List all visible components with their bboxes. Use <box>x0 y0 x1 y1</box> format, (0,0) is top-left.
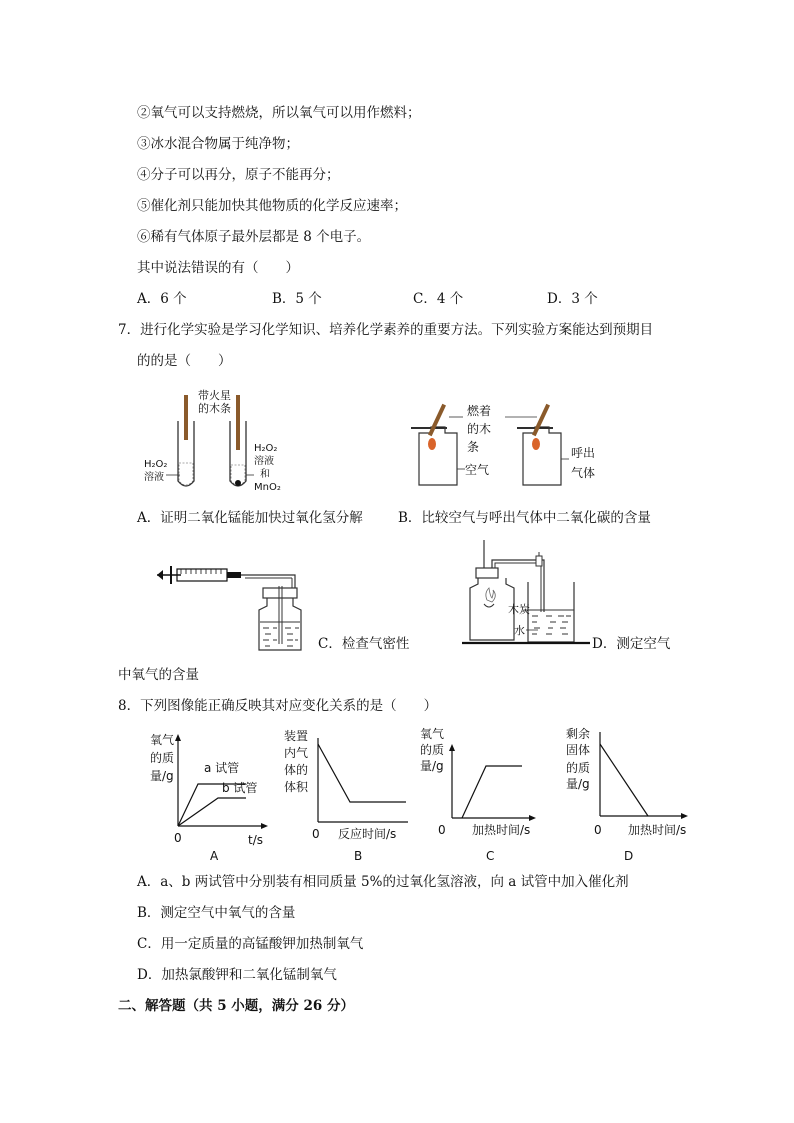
q8-option-d: D．加热氯酸钾和二氧化锰制氧气 <box>137 967 337 983</box>
fig-b-label-3: 条 <box>467 440 480 454</box>
graph-a-origin: 0 <box>174 831 182 845</box>
fig-a-right-label-1: H₂O₂ <box>254 443 278 454</box>
graph-d-ylabel-3: 的质 <box>566 761 591 775</box>
graph-d-ylabel-1: 剩余 <box>566 727 591 741</box>
graph-c-caption: C <box>486 849 495 861</box>
graph-c-ylabel-1: 氧气 <box>420 727 445 741</box>
q7-figure-b <box>405 395 615 500</box>
q6-option-b: B．5 个 <box>272 291 322 307</box>
q8-graph-c <box>416 726 546 861</box>
graph-d-caption: D <box>624 849 634 861</box>
q8-option-b: B．测定空气中氧气的含量 <box>137 905 296 921</box>
statement-2: ②氧气可以支持燃烧，所以氧气可以用作燃料； <box>137 105 421 121</box>
fig-d-label-water: 水 <box>514 624 525 637</box>
fig-a-right-label-3: 和 <box>260 469 270 480</box>
statement-3: ③冰水混合物属于纯净物； <box>137 136 299 152</box>
graph-b-caption: B <box>354 849 363 861</box>
fig-a-top-label-1: 带火星 <box>198 389 231 402</box>
q8-graph-d <box>560 722 700 861</box>
q7-stem-line2: 的的是（ ） <box>137 353 232 369</box>
fig-a-top-label-2: 的木条 <box>198 402 231 415</box>
graph-a-series-a: a 试管 <box>204 761 240 775</box>
q7-stem-line1: 7．进行化学实验是学习化学知识、培养化学素养的重要方法。下列实验方案能达到预期目 <box>118 322 654 338</box>
graph-b-xlabel: 反应时间/s <box>338 827 397 841</box>
graph-a-ylabel-2: 的质 <box>150 751 175 765</box>
statement-5: ⑤催化剂只能加快其他物质的化学反应速率； <box>137 198 407 214</box>
graph-c-xlabel: 加热时间/s <box>472 823 531 837</box>
fig-a-right-label-4: MnO₂ <box>254 482 281 493</box>
graph-b-ylabel-1: 装置 <box>284 729 309 743</box>
q6-option-c: C．4 个 <box>413 291 464 307</box>
graph-b-origin: 0 <box>312 827 320 841</box>
graph-d-ylabel-2: 固体 <box>566 743 591 757</box>
fig-d-label-charcoal: 木炭 <box>508 603 530 616</box>
graph-b-ylabel-4: 体积 <box>284 780 309 794</box>
q8-graph-b <box>282 726 412 861</box>
graph-a-caption: A <box>210 849 219 861</box>
q8-option-a: A．a、b 两试管中分别装有相同质量 5%的过氧化氢溶液，向 a 试管中加入催化剂 <box>137 874 629 890</box>
graph-d-xlabel: 加热时间/s <box>628 823 687 837</box>
graph-a-ylabel-1: 氧气 <box>150 733 175 747</box>
fig-b-label-air: 空气 <box>465 463 490 477</box>
q7-figure-d <box>462 538 592 650</box>
graph-a-series-b: b 试管 <box>222 781 258 795</box>
section-heading: 二、解答题（共 5 小题，满分 26 分） <box>118 998 354 1014</box>
graph-b-ylabel-3: 体的 <box>284 763 309 777</box>
q7-option-d-line2: 中氧气的含量 <box>118 667 199 683</box>
q7-option-a: A．证明二氧化锰能加快过氧化氢分解 <box>137 510 363 526</box>
q6-option-d: D．3 个 <box>547 291 598 307</box>
statement-4: ④分子可以再分，原子不能再分； <box>137 167 340 183</box>
fig-a-left-label-1: H₂O₂ <box>144 459 168 470</box>
statement-6: ⑥稀有气体原子最外层都是 8 个电子。 <box>137 229 371 245</box>
fig-b-label-exhaled-1: 呼出 <box>571 446 596 460</box>
q8-option-c: C．用一定质量的高锰酸钾加热制氧气 <box>137 936 364 952</box>
q8-graph-a <box>146 726 276 861</box>
q7-option-c: C．检查气密性 <box>318 636 410 652</box>
graph-c-ylabel-3: 量/g <box>420 759 444 773</box>
fig-b-label-exhaled-2: 气体 <box>571 466 596 480</box>
graph-d-ylabel-4: 量/g <box>566 777 590 791</box>
q7-option-b: B．比较空气与呼出气体中二氧化碳的含量 <box>398 510 651 526</box>
graph-c-origin: 0 <box>438 823 446 837</box>
graph-b-ylabel-2: 内气 <box>284 746 309 760</box>
graph-c-ylabel-2: 的质 <box>420 743 445 757</box>
fig-a-right-label-2: 溶液 <box>254 456 274 467</box>
graph-a-ylabel-3: 量/g <box>150 769 174 783</box>
fig-b-label-2: 的木 <box>467 422 492 436</box>
q7-figure-a <box>140 385 300 500</box>
fig-a-left-label-2: 溶液 <box>144 472 164 483</box>
fig-b-label-1: 燃着 <box>467 404 492 418</box>
q6-option-a: A．6 个 <box>137 291 187 307</box>
q7-figure-c <box>155 558 315 658</box>
q8-stem: 8．下列图像能正确反映其对应变化关系的是（ ） <box>118 698 438 714</box>
q6-prompt: 其中说法错误的有（ ） <box>137 260 299 276</box>
graph-a-xlabel: t/s <box>248 833 263 847</box>
q7-option-d-line1: D．测定空气 <box>592 636 671 652</box>
graph-d-origin: 0 <box>594 823 602 837</box>
